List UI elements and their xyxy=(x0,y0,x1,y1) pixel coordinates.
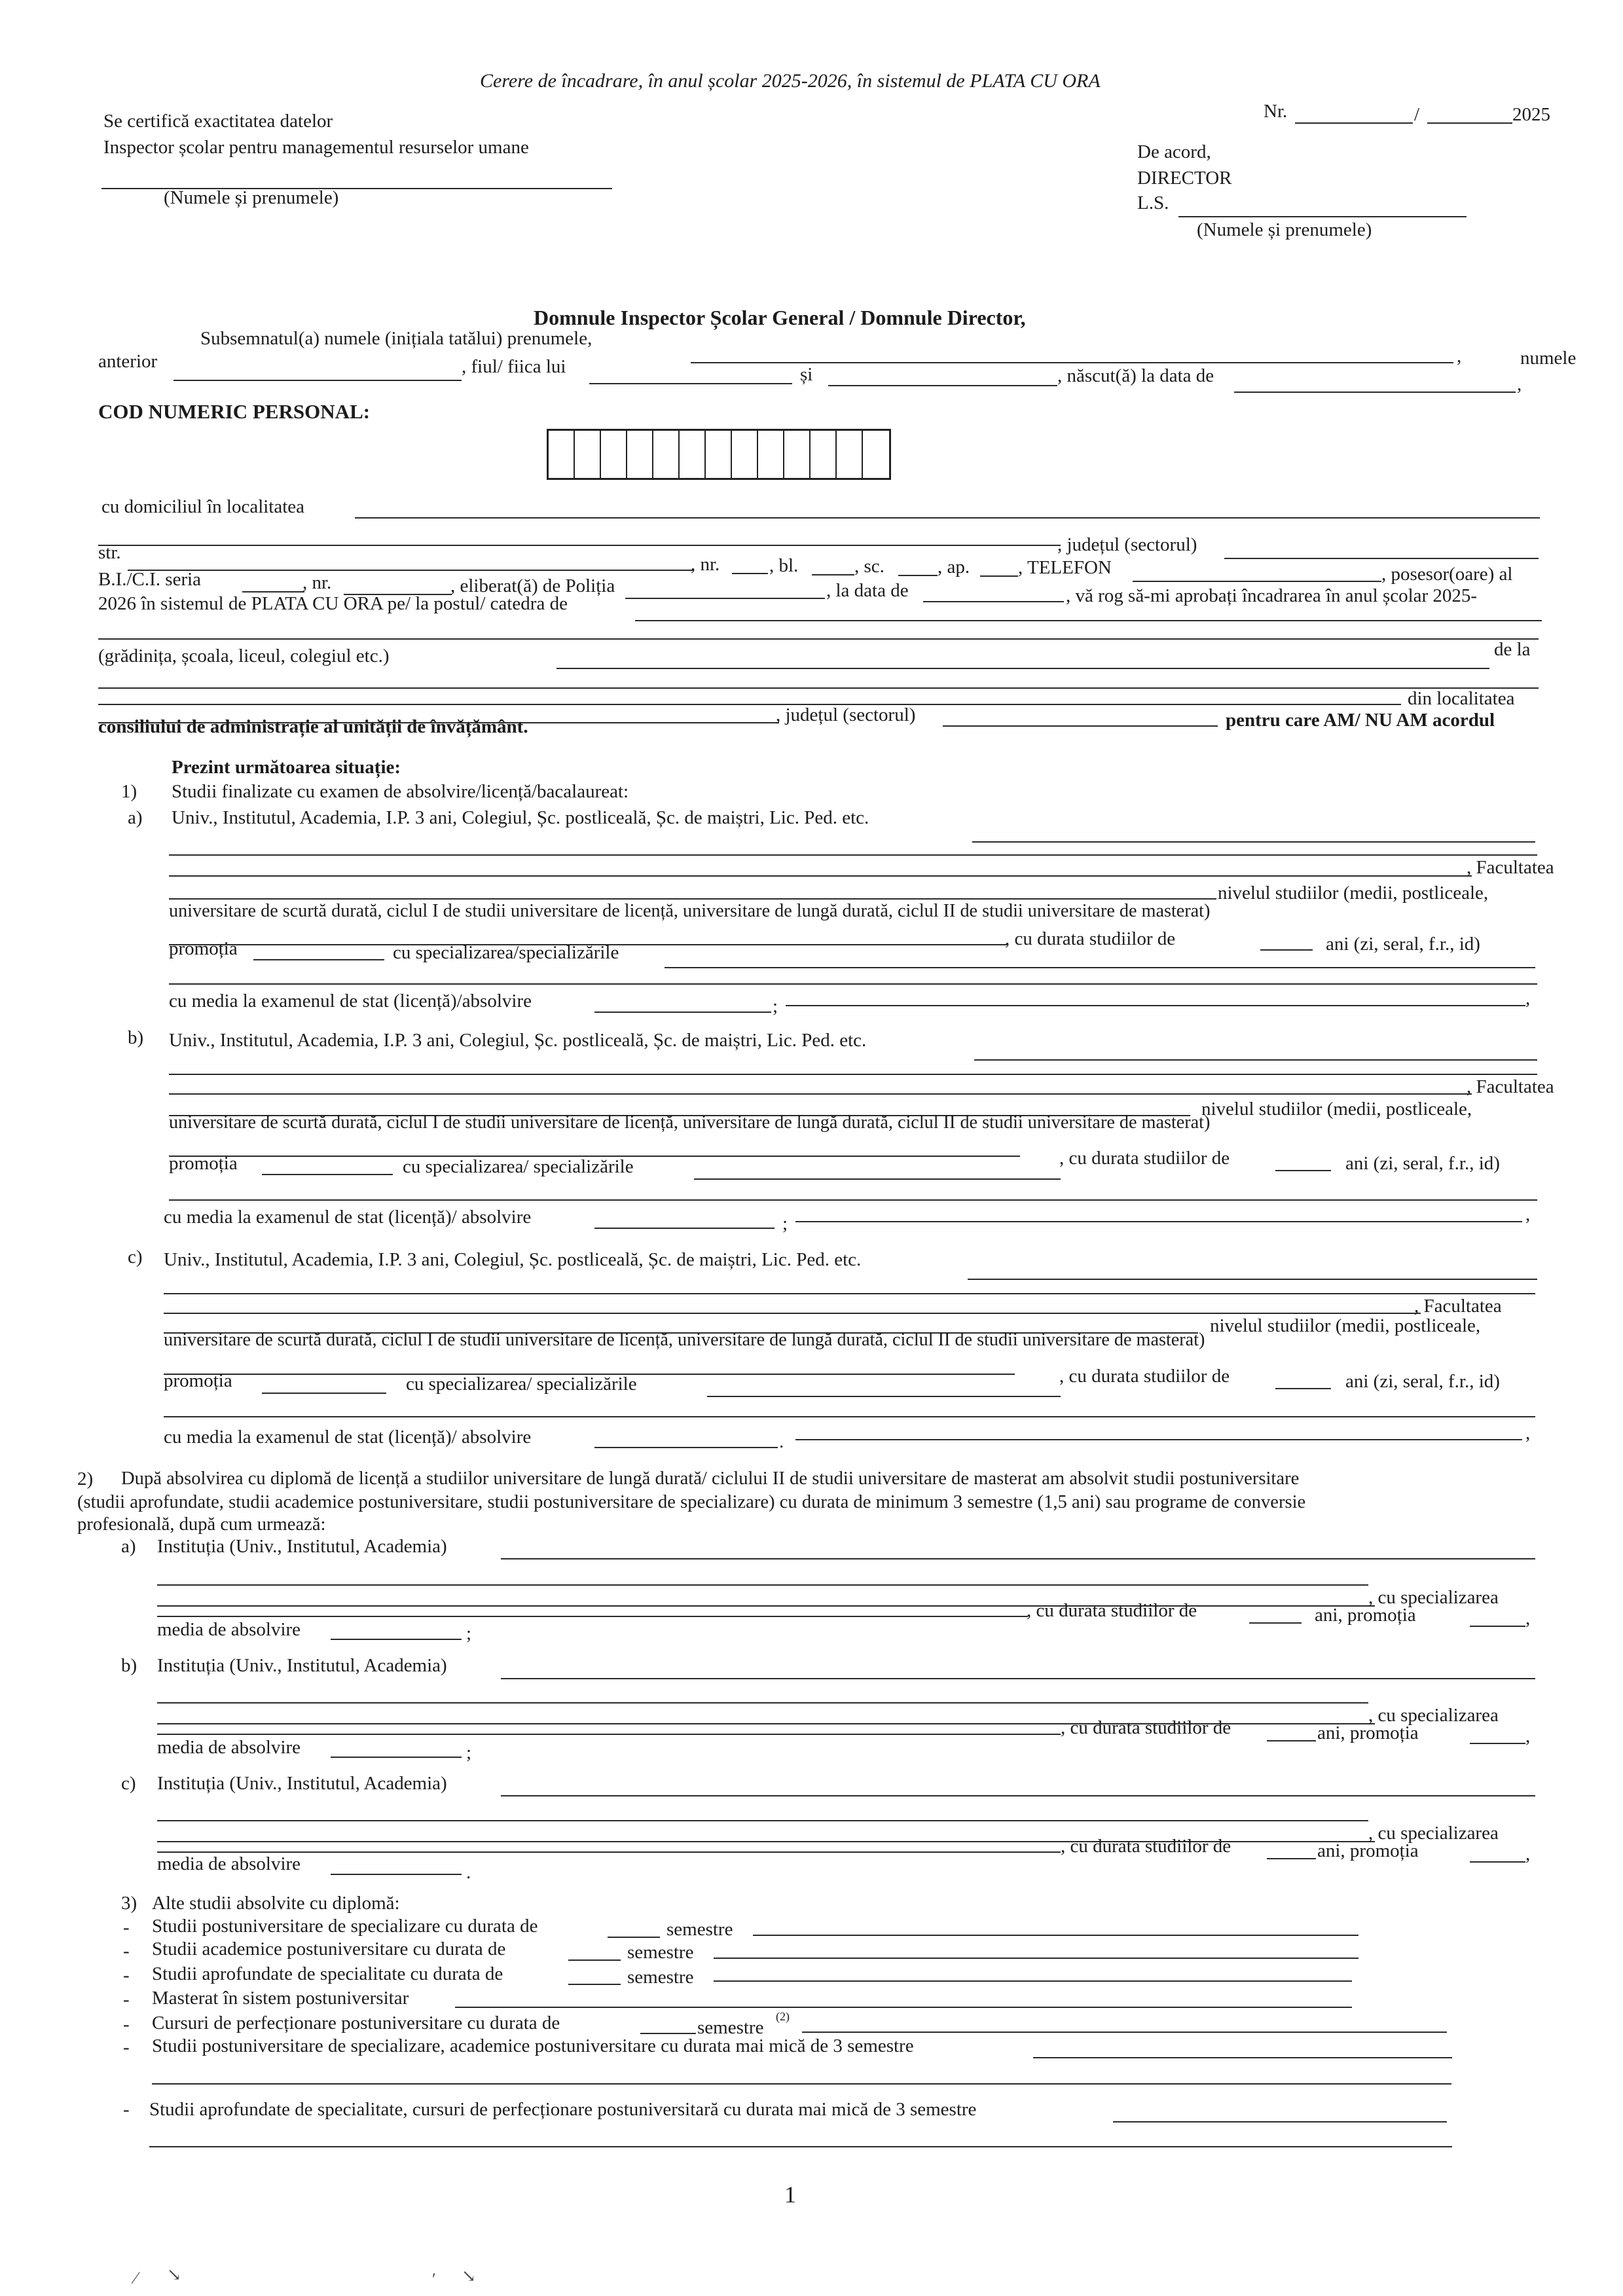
pg-a-end: ; xyxy=(466,1623,472,1644)
comma: , xyxy=(1525,1204,1531,1225)
nr-slash: / xyxy=(1414,104,1420,125)
nr-label-addr: , nr. xyxy=(691,554,720,575)
study-c-specializarea: cu specializarea/ specializările xyxy=(406,1374,637,1394)
study-c-duration-field[interactable] xyxy=(1275,1388,1331,1389)
study-a-specializarea: cu specializarea/specializările xyxy=(393,942,619,963)
s3-item4-field[interactable] xyxy=(455,2007,1352,2008)
pg-b-durata: , cu durata studiilor de xyxy=(1061,1717,1231,1738)
study-a-nivelul: nivelul studiilor (medii, postliceale, xyxy=(1218,883,1489,903)
s3-item5-sup: (2) xyxy=(776,2010,790,2023)
previous-name-field[interactable] xyxy=(173,380,462,381)
pg-b-institutia: Instituția (Univ., Institutul, Academia) xyxy=(157,1655,447,1676)
school-field[interactable] xyxy=(556,668,1489,669)
nr-field[interactable] xyxy=(1295,122,1413,124)
issue-date-field[interactable] xyxy=(923,601,1064,602)
cnp-digit-box[interactable] xyxy=(811,431,837,478)
pg-c-grade-field[interactable] xyxy=(331,1874,462,1875)
study-a-year-field[interactable] xyxy=(253,959,384,960)
pg-c-durata: , cu durata studiilor de xyxy=(1061,1836,1231,1857)
pg-b-letter: b) xyxy=(121,1655,137,1676)
pg-a-specializarea: , cu specializarea xyxy=(1368,1587,1499,1608)
s3-item3: Studii aprofundate de specialitate cu durata de xyxy=(152,1963,503,1984)
cnp-digit-box[interactable] xyxy=(549,431,575,478)
comma: , xyxy=(1525,988,1531,1009)
s2-number: 2) xyxy=(77,1468,94,1489)
eliberat-label: , eliberat(ă) de Poliția xyxy=(450,575,615,596)
cnp-label: COD NUMERIC PERSONAL: xyxy=(98,400,371,423)
study-a-spec-field[interactable] xyxy=(665,967,1535,968)
s3-item3-duration-field[interactable] xyxy=(568,1984,621,1985)
s3-item1-field[interactable] xyxy=(753,1935,1359,1936)
study-c-univ-field[interactable] xyxy=(968,1279,1537,1280)
pg-b-year-field[interactable] xyxy=(1470,1743,1525,1744)
study-a-grade-field-2[interactable] xyxy=(786,1005,1525,1006)
s3-item5-semestre: semestre xyxy=(697,2017,764,2038)
s3-item1-semestre: semestre xyxy=(666,1919,733,1940)
study-b-facultatea: , Facultatea xyxy=(1467,1076,1554,1097)
anterior-label: anterior xyxy=(98,351,158,372)
pg-b-institution-field-2[interactable] xyxy=(157,1702,1368,1704)
study-b-nivelul: nivelul studiilor (medii, postliceale, xyxy=(1201,1099,1472,1120)
study-a-letter: a) xyxy=(128,807,143,828)
study-c-spec-field-2[interactable] xyxy=(164,1416,1535,1417)
s1-title: Studii finalizate cu examen de absolvire/licență/bacalaureat: xyxy=(172,781,629,802)
study-b-ani: ani (zi, seral, f.r., id) xyxy=(1345,1153,1500,1174)
scan-mark: ↘ xyxy=(167,2265,181,2284)
domiciliu-label: cu domiciliul în localitatea xyxy=(101,496,305,517)
pg-c-institution-field-2[interactable] xyxy=(157,1820,1368,1821)
s3-item3-semestre: semestre xyxy=(627,1967,694,1988)
s3-item3-field[interactable] xyxy=(714,1980,1352,1982)
gradinita-label: (grădinița, școala, liceul, colegiul etc.) xyxy=(98,646,390,666)
cnp-digit-box[interactable] xyxy=(837,431,863,478)
pg-c-institutia: Instituția (Univ., Institutul, Academia) xyxy=(157,1773,447,1794)
study-b-univ-field-2[interactable] xyxy=(169,1074,1537,1075)
pg-b-institution-field[interactable] xyxy=(501,1678,1535,1679)
subsemnatul-label: Subsemnatul(a) numele (inițiala tatălui) prenumele, xyxy=(200,328,593,349)
s3-item2-semestre: semestre xyxy=(627,1942,694,1963)
post-field[interactable] xyxy=(635,620,1542,621)
dash: - xyxy=(123,2099,130,2120)
ap-label: , ap. xyxy=(938,556,970,577)
s3-number: 3) xyxy=(121,1893,137,1914)
s2-text-1: După absolvirea cu diplomă de licență a studiilor universitare de lungă durată/ ciclului II de studii universitare de masterat am absolvit studii postuniversitare xyxy=(121,1468,1300,1489)
str-label: str. xyxy=(98,542,121,563)
sc-label: , sc. xyxy=(854,556,884,577)
s3-item5: Cursuri de perfecționare postuniversitare cu durata de xyxy=(152,2013,560,2033)
comma: , xyxy=(1525,1423,1531,1444)
phone-field[interactable] xyxy=(1133,581,1381,582)
s3-item6-field-2[interactable] xyxy=(152,2083,1451,2085)
s2-text-3: profesională, după cum urmează: xyxy=(77,1514,326,1535)
study-b-promotia: promoția xyxy=(169,1153,238,1174)
certify-name-caption: (Numele și prenumele) xyxy=(164,187,339,208)
pg-c-duration-field[interactable] xyxy=(1267,1858,1316,1859)
pg-b-spec-field-2[interactable] xyxy=(157,1734,1061,1735)
pg-b-end: ; xyxy=(466,1742,472,1763)
cnp-digit-box[interactable] xyxy=(706,431,732,478)
s3-item2-field[interactable] xyxy=(714,1958,1359,1959)
study-c-ani: ani (zi, seral, f.r., id) xyxy=(1345,1371,1500,1392)
father-name-field[interactable] xyxy=(589,383,792,384)
study-a-end: ; xyxy=(773,996,778,1017)
mother-name-field[interactable] xyxy=(828,385,1057,386)
s3-item7-field[interactable] xyxy=(1113,2121,1447,2123)
school-county-field[interactable] xyxy=(943,725,1218,727)
pg-c-specializarea: , cu specializarea xyxy=(1368,1823,1499,1844)
street-field[interactable] xyxy=(128,570,694,571)
study-c-faculty-field[interactable] xyxy=(164,1313,1421,1314)
pg-a-institutia: Instituția (Univ., Institutul, Academia) xyxy=(157,1536,447,1557)
study-b-end: ; xyxy=(782,1213,788,1234)
study-a-media: cu media la examenul de stat (licență)/absolvire xyxy=(169,991,532,1011)
sistem-label: 2026 în sistemul de PLATA CU ORA pe/ la postul/ catedra de xyxy=(98,593,568,614)
pg-c-year-field[interactable] xyxy=(1470,1861,1525,1863)
study-a-ani: ani (zi, seral, f.r., id) xyxy=(1326,934,1480,955)
scan-mark: ′ xyxy=(432,2270,436,2289)
bi-nr-label: , nr. xyxy=(302,572,332,593)
salutation: Domnule Inspector Școlar General / Domnule Director, xyxy=(534,306,1026,329)
study-c-durata: , cu durata studiilor de xyxy=(1059,1366,1230,1387)
locality-field[interactable] xyxy=(355,517,1540,519)
pg-a-media: media de absolvire xyxy=(157,1619,301,1640)
judetul-label: , județul (sectorul) xyxy=(1057,534,1197,555)
pg-b-comma: , xyxy=(1525,1726,1531,1747)
nascut-label: , născut(ă) la data de xyxy=(1057,365,1214,386)
pg-a-spec-field-2[interactable] xyxy=(157,1616,1028,1617)
s1-number: 1) xyxy=(121,781,137,802)
comma: , xyxy=(1517,374,1522,395)
form-title: Cerere de încadrare, în anul școlar 2025-2026, în sistemul de PLATA CU ORA xyxy=(480,70,1101,92)
director-name-caption: (Numele și prenumele) xyxy=(1197,219,1372,240)
s3-item5-field[interactable] xyxy=(802,2032,1447,2033)
ap-field[interactable] xyxy=(980,575,1018,577)
pg-a-durata: , cu durata studiilor de xyxy=(1027,1600,1197,1621)
s3-item1: Studii postuniversitare de specializare cu durata de xyxy=(152,1916,538,1937)
study-b-spec-field[interactable] xyxy=(694,1178,1061,1180)
la-data-label: , la data de xyxy=(826,580,909,601)
study-c-promotia: promoția xyxy=(164,1370,232,1391)
study-b-univ-field[interactable] xyxy=(974,1059,1537,1061)
si-label: și xyxy=(800,364,813,385)
study-b-grade-field[interactable] xyxy=(594,1228,775,1229)
school-field-cont2[interactable] xyxy=(98,704,1401,705)
study-a-duration-field[interactable] xyxy=(1260,949,1313,951)
pg-b-media: media de absolvire xyxy=(157,1737,301,1758)
pg-c-comma: , xyxy=(1525,1844,1531,1865)
din-localitatea-label: din localitatea xyxy=(1408,688,1515,709)
situatie-heading: Prezint următoarea situație: xyxy=(172,757,401,778)
cnp-digit-box[interactable] xyxy=(627,431,653,478)
locality-field-cont[interactable] xyxy=(98,545,1061,546)
study-a-promotia: promoția xyxy=(169,938,238,959)
cnp-input-boxes[interactable] xyxy=(547,429,891,480)
study-c-univ-field-2[interactable] xyxy=(164,1293,1535,1294)
scan-mark: ⁄ xyxy=(134,2269,137,2287)
posesor-label: , posesor(oare) al xyxy=(1381,564,1513,585)
school-field-cont[interactable] xyxy=(98,687,1539,689)
dash: - xyxy=(123,1989,130,2010)
cnp-digit-box[interactable] xyxy=(758,431,784,478)
nr-year-field[interactable] xyxy=(1427,122,1512,124)
pg-c-letter: c) xyxy=(121,1773,136,1794)
issued-by-field[interactable] xyxy=(625,598,825,599)
study-c-media: cu media la examenul de stat (licență)/ absolvire xyxy=(164,1427,532,1448)
study-b-durata: , cu durata studiilor de xyxy=(1059,1148,1230,1169)
study-b-year-field[interactable] xyxy=(262,1174,393,1175)
study-a-faculty-field[interactable] xyxy=(169,875,1472,877)
certify-inspector: Inspector școlar pentru managementul resurselor umane xyxy=(103,137,529,158)
pg-c-end: . xyxy=(466,1862,471,1883)
cnp-digit-box[interactable] xyxy=(863,431,889,478)
pg-a-grade-field[interactable] xyxy=(331,1639,462,1640)
cnp-digit-box[interactable] xyxy=(653,431,680,478)
s3-item7-field-2[interactable] xyxy=(149,2146,1452,2147)
certify-text: Se certifică exactitatea datelor xyxy=(103,111,333,132)
pg-a-comma: , xyxy=(1525,1608,1531,1629)
s3-item5-duration-field[interactable] xyxy=(640,2033,696,2034)
nr-year: 2025 xyxy=(1512,104,1550,125)
cnp-digit-box[interactable] xyxy=(680,431,706,478)
cnp-digit-box[interactable] xyxy=(784,431,811,478)
nr-label: Nr. xyxy=(1264,101,1288,122)
agree-text: De acord, xyxy=(1137,141,1211,162)
study-c-universitare: universitare de scurtă durată, ciclul I de studii universitare de licență, universitare de lungă durată, ciclul II de studii universitare de masterat) xyxy=(164,1330,1205,1350)
acord-label: pentru care AM/ NU AM acordul xyxy=(1226,710,1495,731)
s3-item2: Studii academice postuniversitare cu durata de xyxy=(152,1939,506,1959)
va-rog-label: , vă rog să-mi aprobați încadrarea în anul școlar 2025- xyxy=(1066,585,1478,606)
comma: , xyxy=(1457,346,1462,367)
pg-b-grade-field[interactable] xyxy=(331,1757,462,1758)
pg-a-year-field[interactable] xyxy=(1470,1626,1525,1627)
study-b-universitare: universitare de scurtă durată, ciclul I de studii universitare de licență, universitare de lungă durată, ciclul II de studii universitare de masterat) xyxy=(169,1112,1211,1133)
dash: - xyxy=(123,1941,130,1961)
pg-a-letter: a) xyxy=(121,1536,136,1557)
study-c-letter: c) xyxy=(128,1247,143,1267)
study-c-end: . xyxy=(779,1431,784,1452)
study-c-spec-field[interactable] xyxy=(707,1396,1061,1397)
telefon-label: , TELEFON xyxy=(1018,557,1112,578)
pg-c-institution-field[interactable] xyxy=(501,1795,1535,1796)
study-c-univ: Univ., Institutul, Academia, I.P. 3 ani, Colegiul, Șc. postliceală, Șc. de maiștri, Lic. Ped. etc. xyxy=(164,1249,862,1270)
s3-item6-field[interactable] xyxy=(1033,2057,1452,2058)
pg-c-media: media de absolvire xyxy=(157,1853,301,1874)
cnp-digit-box[interactable] xyxy=(601,431,627,478)
s3-title: Alte studii absolvite cu diplomă: xyxy=(152,1893,400,1914)
post-field-cont[interactable] xyxy=(98,638,1539,640)
pg-b-ani: ani, promoția xyxy=(1317,1722,1419,1743)
s3-item6: Studii postuniversitare de specializare, academice postuniversitare cu durata mai mică de 3 semestre xyxy=(152,2035,914,2056)
s3-item1-duration-field[interactable] xyxy=(608,1937,660,1938)
study-a-univ: Univ., Institutul, Academia, I.P. 3 ani, Colegiul, Șc. postliceală, Șc. de maiștri, Lic. Ped. etc. xyxy=(172,807,869,828)
bl-label: , bl. xyxy=(769,555,799,576)
sc-field[interactable] xyxy=(898,575,938,576)
birth-date-field[interactable] xyxy=(1234,392,1516,393)
bl-field[interactable] xyxy=(812,574,854,575)
street-nr-field[interactable] xyxy=(732,573,768,574)
study-a-level-field[interactable] xyxy=(169,898,1216,900)
de-la-label: de la xyxy=(1494,639,1531,660)
s3-item4: Masterat în sistem postuniversitar xyxy=(152,1988,409,2009)
pg-b-duration-field[interactable] xyxy=(1267,1740,1316,1741)
study-b-spec-field-2[interactable] xyxy=(169,1199,1537,1201)
study-b-faculty-field[interactable] xyxy=(169,1093,1472,1095)
study-a-durata: , cu durata studiilor de xyxy=(1005,928,1176,949)
dash: - xyxy=(123,1917,130,1938)
county-field[interactable] xyxy=(1224,558,1539,559)
s2-text-2: (studii aprofundate, studii academice postuniversitare, studii postuniversitare de specializare) cu durata de minimum 3 semestre (1,5 ani) sau programe de conversie xyxy=(77,1492,1306,1512)
study-c-nivelul: nivelul studiilor (medii, postliceale, xyxy=(1210,1315,1481,1336)
fiul-label: , fiul/ fiica lui xyxy=(462,356,566,377)
study-b-grade-field-2[interactable] xyxy=(795,1221,1522,1222)
study-a-grade-field[interactable] xyxy=(594,1011,771,1013)
dash: - xyxy=(123,2014,130,2035)
study-b-univ: Univ., Institutul, Academia, I.P. 3 ani, Colegiul, Șc. postliceală, Șc. de maiștri, Lic. Ped. etc. xyxy=(169,1030,867,1051)
study-a-univ-field[interactable] xyxy=(972,841,1535,843)
pg-a-institution-field-2[interactable] xyxy=(157,1584,1368,1586)
scan-mark: ↘ xyxy=(462,2267,476,2286)
bi-seria-label: B.I./C.I. seria xyxy=(98,569,202,590)
study-b-letter: b) xyxy=(128,1027,144,1048)
director-label: DIRECTOR xyxy=(1137,168,1232,189)
pg-b-specializarea: , cu specializarea xyxy=(1368,1705,1499,1726)
study-a-universitare: universitare de scurtă durată, ciclul I de studii universitare de licență, universitare de lungă durată, ciclul II de studii universitare de masterat) xyxy=(169,901,1211,921)
judetul2-label: , județul (sectorul) xyxy=(776,704,916,725)
page-number: 1 xyxy=(784,2181,796,2208)
numele-label: numele xyxy=(1520,348,1577,369)
study-a-spec-field-2[interactable] xyxy=(169,983,1537,985)
s3-item7: Studii aprofundate de specialitate, cursuri de perfecționare postuniversitară cu durata mai mică de 3 semestre xyxy=(149,2099,977,2120)
study-c-year-field[interactable] xyxy=(262,1393,386,1394)
cnp-digit-box[interactable] xyxy=(575,431,601,478)
study-b-media: cu media la examenul de stat (licență)/ absolvire xyxy=(164,1207,532,1228)
pg-a-institution-field[interactable] xyxy=(501,1558,1535,1559)
study-a-univ-field-2[interactable] xyxy=(169,854,1537,856)
dash: - xyxy=(123,2037,130,2058)
cnp-digit-box[interactable] xyxy=(732,431,758,478)
study-c-grade-field-2[interactable] xyxy=(795,1439,1522,1440)
study-b-specializarea: cu specializarea/ specializările xyxy=(403,1156,634,1177)
study-a-facultatea: , Facultatea xyxy=(1467,857,1554,878)
pg-a-duration-field[interactable] xyxy=(1249,1622,1302,1624)
pg-c-ani: ani, promoția xyxy=(1317,1840,1419,1861)
dash: - xyxy=(123,1965,130,1986)
s3-item2-duration-field[interactable] xyxy=(568,1959,621,1961)
consiliu-label: consiliului de administrație al unității de învățământ. xyxy=(98,716,528,737)
ls-label: L.S. xyxy=(1137,192,1169,213)
study-c-facultatea: , Facultatea xyxy=(1414,1296,1502,1317)
study-b-duration-field[interactable] xyxy=(1275,1170,1331,1171)
study-c-grade-field[interactable] xyxy=(594,1447,778,1448)
director-signature-line[interactable] xyxy=(1178,216,1467,217)
pg-a-ani: ani, promoția xyxy=(1315,1605,1416,1626)
